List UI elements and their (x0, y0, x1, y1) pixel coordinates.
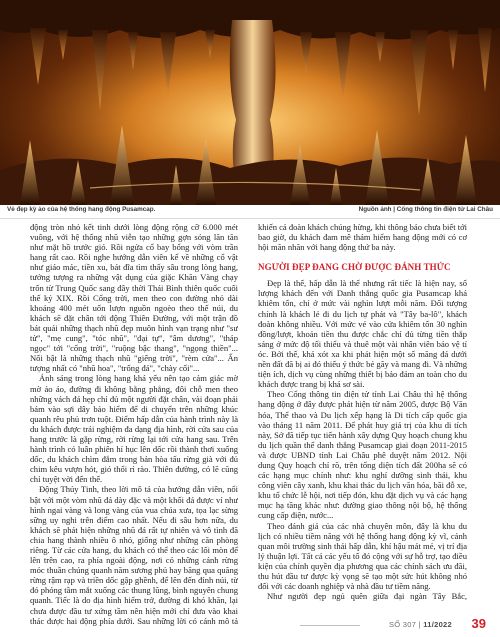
footer-divider (300, 625, 360, 626)
body-paragraph: động tròn nhỏ kết tinh dưới lòng động rộng cỡ 6.000 mét vuông, với hệ thống nhũ viễn tạo những gợn sóng lăn tăn như mặt hồ trước gió. Rồi ngửa cổ bay bổng với vòm trần hang rất cao. Rồi nghe hướng dẫn viên kể về những cổ vật như giáo mác, tiền xu, bát đĩa tìm thấy sâu trong lòng hang, tưởng tượng ra những vật dụng của giặc Khăn Vàng chạy trốn từ Trung Quốc sang đây thời Thái Bình thiên quốc cuối thế kỷ XIX. Rồi Cổng trời, men theo con đường nhỏ dài khoảng 400 mét uốn lượn nguồn ngoèo theo thế núi, du khách sẽ đặt chân tới động Thiên Đường, với một trận đồ bát quái những thạch nhũ đẹp muôn hình vạn trạng như "sư tử", "mẹ cung", "tóc nhũ", "đại tự", "âm dương", "tháp ngọc" tới "cổng trời", "ruộng bậc thang", "ngọng thiền"... Nối bật là những thạch nhũ "giếng trời", "rèm cửa"... Ấn tượng nhất có "nhũ hoa", "trống đá", "chày cối"... (30, 222, 238, 374)
body-paragraph: khiến cả đoàn khách chúng hừng, khi thông báo chưa biết tới bao giờ, du khách đam mê thám hiểm hang động mới có cơ hội mãn nhãn với hang động thứ ba này. (258, 222, 467, 253)
body-paragraph: Động Thủy Tinh, theo lời mô tả của hướng dẫn viên, nổi bật với một vòm nhũ đá dày đặc và một khối đá được ví như hình ngai vàng và long vàng của vua chúa xưa, tọa lạc sừng sững uy nghi trên điểm cao nhất. Nếu đi sâu hơn nữa, du khách sẽ phát hiện những nhũ đá rất tự nhiên và vô tình đã chia hang thành nhiều ô nhỏ, giống như những căn phòng riêng. Từ các cửa hang, du khách có thể theo các lối mòn để lên trên cao, ra phía ngoài động, nơi có những cánh rừng móc thuần chúng quanh năm sương phủ hay băng qua quãng rừng rậm rạp và triền dốc gập ghềnh, để lên đến đỉnh núi, từ đó phóng tầm mắt xuống các thung lũng, bình nguyên chung quanh. Tiếc là do địa hình hiểm trở, đường đi khó khăn, lại chưa được đầu tư xứng tầm nên hiện mới chỉ đưa vào khai thác được hai động phía dưới. Sau những lời có cánh mô tả (30, 484, 238, 626)
photo-caption-bar (0, 205, 500, 219)
issue-separator: | (418, 620, 421, 629)
issue-date: 11/2022 (423, 620, 452, 629)
body-paragraph: Theo Cổng thông tin điện tử tỉnh Lai Châu thì hệ thống hang động ở đây được phát hiện từ năm 2005, được Bộ Văn hóa, Thể thao và Du lịch xếp hạng là Di tích cấp quốc gia vào tháng 11 năm 2011. Để phát huy giá trị của khu di tích này, Sở đã tiếp tục tiến hành xây dựng Quy hoạch chung khu du lịch quần thể danh thắng Pusamcap giai đoạn 2011-2015 và được UBND tỉnh Lai Châu phê duyệt năm 2012. Nội dung Quy hoạch chỉ rõ, trên tổng diện tích đất 200ha sẽ có các hạng mục chính như: khu nghỉ dưỡng sinh thái, khu công viên cây xanh, khu khai thác du lịch văn hóa, bãi đỗ xe, khu tổ chức lễ hội, nơi tiếp đón, khu đặt dịch vụ và các hạng mục hạ tầng khác như: đường giao thông nội bộ, hệ thống cung cấp điện, nước... (258, 389, 467, 521)
section-heading: NGƯỜI ĐẸP ĐANG CHỜ ĐƯỢC ĐÁNH THỨC (258, 262, 451, 273)
page-footer (300, 617, 490, 631)
cave-photo (0, 0, 500, 205)
body-paragraph: Đẹp là thế, hấp dẫn là thế nhưng rất tiếc là hiện nay, số lượng khách đến với Danh thắng quốc gia Pusamcap khá khiêm tốn, chỉ ở mức vài nghìn lượt mỗi năm. Đối tượng chính là khách lẻ đi du lịch tự phát và "Tây ba-lô", khách đoàn không nhiều. Với mức vé vào cửa khiêm tốn 30 nghìn đồng/lượt, khoản tiền thu được chắc chỉ đủ từng tiền thắp sáng ở mức độ tối thiểu và thuê một vài nhân viên bảo vệ tí óc. Bởi thế, khá xót xa khi phát hiện một số măng đá dưới nền đất đã bị ai đó thiếu ý thức bẻ gãy và mang đi. Và những tiện ích, dịch vụ cùng những thiết bị bảo đảm an toàn cho du khách được trang bị khá sơ sài. (258, 278, 467, 390)
cave-illustration (0, 0, 500, 205)
body-paragraph: Như người đẹp ngủ quên giữa đại ngàn Tây Bắc, (267, 591, 467, 602)
article-left-column (30, 222, 238, 626)
issue-info (389, 620, 452, 629)
body-paragraph: Ánh sáng trong lòng hang khá yếu nên tạo cảm giác mờ mờ ảo ảo, đường đi không bằng phẳng, đôi chỗ men theo những vách đá hẹp chỉ đủ một người đặt chân, vài đoạn phải bám vào sợi dây bảo hiểm để di chuyển trên những khúc quanh rêu phủ trơn tuột. Điểm hấp dẫn của hành trình này là du khách được trải nghiệm đa dạng địa hình, rời cửa sau của hang trước là gặp rừng, rời rừng lại tới cửa hang sau. Trên hành trình có luân phiên hí hục lên dốc rồi thành thơi xuống dốc, du khách chìm đắm trong bản hòa tấu rừng già với đủ chim kêu vượn hót, gió thổi rì rào. Thiên đường, có lẽ cũng chỉ tuyệt vời đến thế. (30, 373, 238, 485)
page-number: 39 (471, 616, 486, 631)
body-paragraph: Theo đánh giá của các nhà chuyên môn, đây là khu du lịch có nhiều tiềm năng với hệ thống hang động kỳ vĩ, cảnh quan môi trường sinh thái hấp dẫn, khí hậu mát mẻ, vị trí địa lý thuận lợi. Tất cả các yếu tố đó cộng với sự hỗ trợ, tạo điều kiện của chính quyền địa phương qua các chính sách ưu đãi, thu hút đầu tư được kỳ vọng sẽ tạo một sức hút không nhỏ đối với các doanh nghiệp và nhà đầu tư tiềm năng. (258, 520, 467, 592)
article-right-column (258, 222, 467, 602)
photo-caption: Vẻ đẹp kỳ ảo của hệ thống hang động Pusamcap. (7, 206, 156, 213)
photo-credit: Nguồn ảnh | Cổng thông tin điện tử Lai Châu (358, 206, 493, 213)
issue-label: SỐ 307 (388, 620, 417, 629)
